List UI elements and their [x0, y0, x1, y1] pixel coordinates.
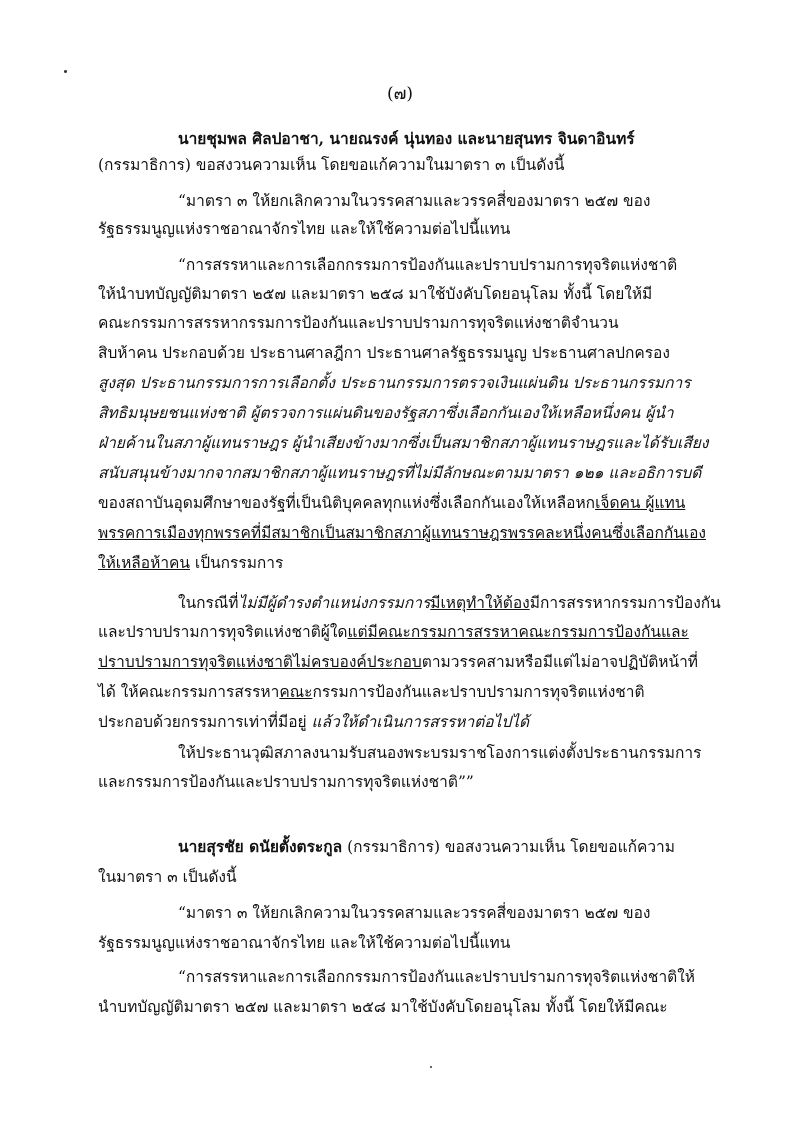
scan-speck — [430, 1066, 432, 1068]
inserted-text: มีเหตุทำให้ต้อง — [430, 594, 530, 612]
committee-member-names: นายชุมพล ศิลปอาชา, นายณรงค์ นุ่นทอง และนายสุนทร จินดาอินทร์ — [178, 129, 635, 148]
inserted-text: คณะ — [279, 683, 313, 701]
text-run: ประกอบด้วยกรรมการเท่าที่มีอยู่ — [98, 713, 312, 731]
inserted-text: ปราบปรามการทุจริตแห่งชาติไม่ครบองค์ประกอบ — [98, 653, 422, 671]
paragraph-line: “การสรรหาและการเลือกกรรมการป้องกันและปราบปรามการทุจริตแห่งชาติให้ — [178, 968, 696, 986]
paragraph-line: คณะกรรมการสรรหากรรมการป้องกันและปราบปรามการทุจริตแห่งชาติจำนวน — [98, 314, 619, 332]
text-run: ได้ ให้คณะกรรมการสรรหา — [98, 683, 280, 701]
reservation-intro-line1 — [178, 836, 675, 858]
paragraph-line-struck: ฝ่ายค้านในสภาผู้แทนราษฎร ผู้นำเสียงข้างมากซึ่งเป็นสมาชิกสภาผู้แทนราษฎรและได้รับเสียง — [98, 434, 709, 452]
paragraph-line: “การสรรหาและการเลือกกรรมการป้องกันและปราบปรามการทุจริตแห่งชาติ — [178, 256, 678, 274]
inserted-text: เจ็ดคน ผู้แทน — [595, 494, 686, 512]
text-run: มีการสรรหากรรมการป้องกัน — [529, 594, 721, 612]
paragraph-line — [98, 711, 529, 733]
struck-text: แล้วให้ดำเนินการสรรหาต่อไปได้ — [311, 713, 530, 731]
text-run: เป็นกรรมการ — [190, 554, 284, 572]
committee-member-name: นายสุรชัย ดนัยตั้งตระกูล — [178, 837, 343, 856]
paragraph-line-struck: สิทธิมนุษยชนแห่งชาติ ผู้ตรวจการแผ่นดินของรัฐสภาซึ่งเลือกกันเองให้เหลือหนึ่งคน ผู้นำ — [98, 404, 674, 422]
reservation-intro-line2: (กรรมาธิการ) ขอสงวนความเห็น โดยขอแก้ความในมาตรา ๓ เป็นดังนี้ — [98, 156, 565, 174]
paragraph-line — [98, 651, 698, 673]
text-run: กรรมการป้องกันและปราบปรามการทุจริตแห่งชาติ — [312, 683, 645, 701]
paragraph-line: นำบทบัญญัติมาตรา ๒๕๗ และมาตรา ๒๕๘ มาใช้บังคับโดยอนุโลม ทั้งนี้ โดยให้มีคณะ — [98, 998, 668, 1016]
inserted-text: ให้เหลือห้าคน — [98, 554, 190, 572]
quote-line: รัฐธรรมนูญแห่งราชอาณาจักรไทย และให้ใช้ความต่อไปนี้แทน — [98, 220, 511, 238]
inserted-text: แต่มีคณะกรรมการสรรหาคณะกรรมการป้องกันและ — [347, 623, 689, 641]
text-run: ในกรณีที่ — [178, 594, 239, 612]
paragraph-line — [178, 592, 721, 614]
paragraph-line: ให้นำบทบัญญัติมาตรา ๒๕๗ และมาตรา ๒๕๘ มาใช้บังคับโดยอนุโลม ทั้งนี้ โดยให้มี — [98, 285, 653, 303]
quote-line: “มาตรา ๓ ให้ยกเลิกความในวรรคสามและวรรคสี่ของมาตรา ๒๕๗ ของ — [178, 904, 651, 922]
text-run: (กรรมาธิการ) ขอสงวนความเห็น โดยขอแก้ความ — [342, 838, 675, 856]
paragraph-line: และกรรมการป้องกันและปราบปรามการทุจริตแห่งชาติ”” — [98, 773, 474, 791]
scan-speck — [64, 70, 67, 73]
paragraph-line — [98, 552, 283, 574]
struck-text: ไม่มีผู้ดำรงตำแหน่งกรรมการ — [238, 594, 431, 612]
text-run: ของสถาบันอุดมศึกษาของรัฐที่เป็นนิติบุคคลทุกแห่งซึ่งเลือกกันเองให้เหลือหก — [98, 494, 596, 512]
text-run: และปราบปรามการทุจริตแห่งชาติผู้ใด — [98, 623, 348, 641]
inserted-text: พรรคการเมืองทุกพรรคที่มีสมาชิกเป็นสมาชิกสภาผู้แทนราษฎรพรรคละหนึ่งคนซึ่งเลือกกันเอง — [98, 524, 707, 542]
paragraph-line-struck: สูงสุด ประธานกรรมการการเลือกตั้ง ประธานกรรมการตรวจเงินแผ่นดิน ประธานกรรมการ — [98, 374, 691, 392]
paragraph-line — [98, 681, 645, 703]
paragraph-line-struck: สนับสนุนข้างมากจากสมาชิกสภาผู้แทนราษฎรที่ไม่มีลักษณะตามมาตรา ๑๒๑ และอธิการบดี — [98, 464, 702, 482]
quote-line: รัฐธรรมนูญแห่งราชอาณาจักรไทย และให้ใช้ความต่อไปนี้แทน — [98, 934, 511, 952]
quote-line: “มาตรา ๓ ให้ยกเลิกความในวรรคสามและวรรคสี่ของมาตรา ๒๕๗ ของ — [178, 192, 651, 210]
reservation-intro-line1 — [178, 128, 635, 150]
paragraph-line — [98, 621, 689, 643]
text-run: ตามวรรคสามหรือมีแต่ไม่อาจปฏิบัติหน้าที่ — [421, 653, 698, 671]
reservation-intro-line2: ในมาตรา ๓ เป็นดังนี้ — [98, 868, 237, 886]
paragraph-line: สิบห้าคน ประกอบด้วย ประธานศาลฎีกา ประธานศาลรัฐธรรมนูญ ประธานศาลปกครอง — [98, 344, 670, 362]
paragraph-line — [98, 492, 685, 514]
page-number: (๗) — [386, 84, 414, 104]
paragraph-line: ให้ประธานวุฒิสภาลงนามรับสนองพระบรมราชโองการแต่งตั้งประธานกรรมการ — [178, 744, 702, 762]
